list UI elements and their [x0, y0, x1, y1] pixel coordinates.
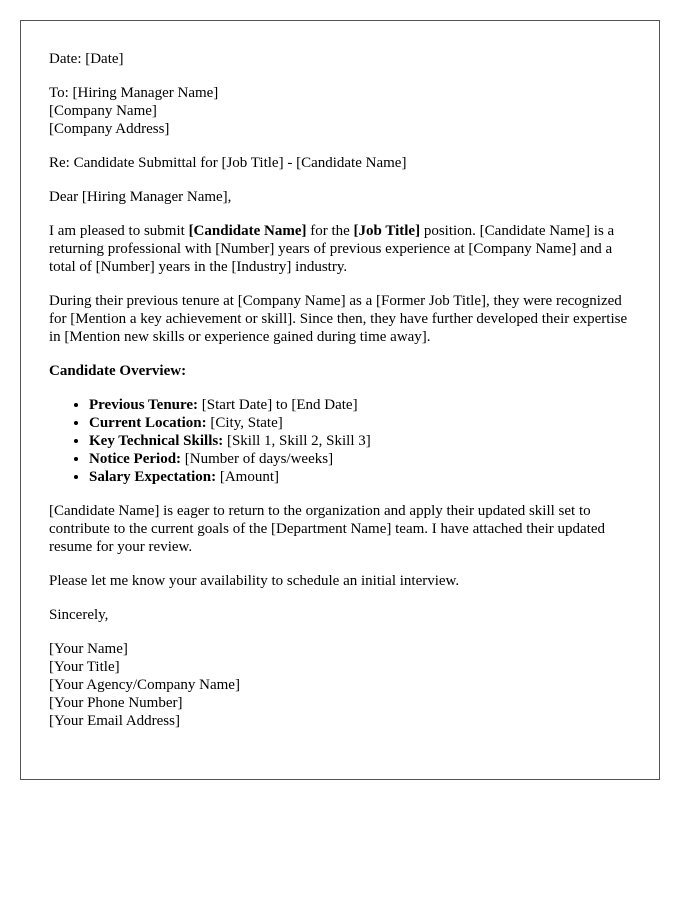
list-item — [89, 414, 631, 432]
eager-paragraph — [49, 502, 631, 556]
signature-agency: [Your Agency/Company Name] — [49, 677, 240, 693]
availability-text: Please let me know your availability to schedule an initial interview. — [49, 573, 460, 589]
list-item — [89, 432, 631, 450]
overview-label: Previous Tenure: — [89, 397, 199, 413]
signature-name: [Your Name] — [49, 641, 128, 657]
date-block — [49, 50, 631, 68]
overview-value: [Skill 1, Skill 2, Skill 3] — [223, 433, 371, 449]
salutation-block — [49, 188, 631, 206]
subject-block — [49, 154, 631, 172]
intro-part-1: I am pleased to submit — [49, 223, 189, 239]
overview-value: [Start Date] to [End Date] — [198, 397, 358, 413]
intro-text — [49, 222, 631, 276]
signature-title: [Your Title] — [49, 659, 120, 675]
intro-candidate-name: [Candidate Name] — [188, 223, 307, 239]
eager-text: [Candidate Name] is eager to return to the organization and apply their updated skill set to contribute to the current goals of the [Department Name] team. I have attached their updated resume for your review. — [49, 503, 606, 555]
overview-label: Salary Expectation: — [89, 469, 217, 485]
date-line: Date: [Date] — [49, 51, 124, 67]
overview-label: Notice Period: — [89, 451, 182, 467]
list-item — [89, 396, 631, 414]
signature-block — [49, 640, 631, 730]
recipient-block — [49, 84, 631, 138]
overview-value: [Number of days/weeks] — [181, 451, 334, 467]
intro-part-3: position. [Candidate Name] is a returning professional with [Number] years of previous experience at [Company Name] and a total of [Number] years in the [Industry] industry. — [49, 223, 615, 275]
list-item — [89, 468, 631, 486]
availability-paragraph — [49, 572, 631, 590]
tenure-paragraph — [49, 292, 631, 346]
tenure-text: During their previous tenure at [Company Name] as a [Former Job Title], they were recognized for [Mention a key achievement or skill]. Since then, they have further developed their expertise in [Mention new skills or experience gained during time away]. — [49, 293, 628, 345]
closing-block — [49, 606, 631, 624]
salutation: Dear [Hiring Manager Name], — [49, 189, 232, 205]
intro-paragraph — [49, 222, 631, 276]
recipient-company-address: [Company Address] — [49, 121, 170, 137]
closing: Sincerely, — [49, 607, 109, 623]
signature-phone: [Your Phone Number] — [49, 695, 183, 711]
intro-part-2: for the — [306, 223, 354, 239]
overview-label: Key Technical Skills: — [89, 433, 224, 449]
overview-value: [Amount] — [216, 469, 279, 485]
recipient-company-name: [Company Name] — [49, 103, 157, 119]
signature-email: [Your Email Address] — [49, 713, 180, 729]
letter-page — [20, 20, 660, 780]
subject-line: Re: Candidate Submittal for [Job Title] - [Candidate Name] — [49, 155, 407, 171]
overview-heading: Candidate Overview: — [49, 363, 187, 379]
list-item — [89, 450, 631, 468]
overview-value: [City, State] — [206, 415, 283, 431]
overview-label: Current Location: — [89, 415, 207, 431]
overview-list — [49, 396, 631, 486]
intro-job-title: [Job Title] — [353, 223, 421, 239]
recipient-to-line: To: [Hiring Manager Name] — [49, 85, 219, 101]
